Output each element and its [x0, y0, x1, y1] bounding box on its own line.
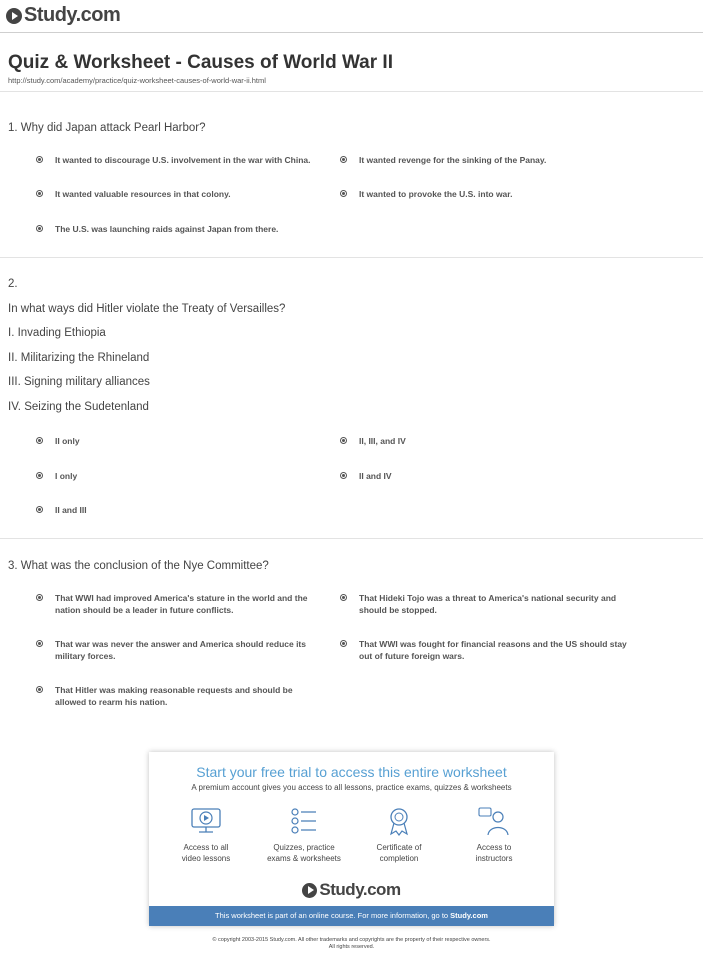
radio-icon[interactable]	[36, 190, 43, 197]
question-text: In what ways did Hitler violate the Treaty of Versailles?	[8, 302, 286, 315]
question-number: 2.	[8, 278, 18, 290]
feature-line: Access to all	[183, 843, 229, 852]
answer-label: I only	[55, 471, 78, 481]
answer-option[interactable]	[36, 638, 324, 662]
page-title: Quiz & Worksheet - Causes of World War II	[8, 52, 393, 73]
copyright-line: All rights reserved.	[328, 944, 375, 950]
answer-option[interactable]	[340, 592, 640, 616]
title-divider	[0, 91, 703, 92]
feature-instructors	[449, 806, 539, 864]
radio-icon[interactable]	[36, 640, 43, 647]
radio-icon[interactable]	[36, 437, 43, 444]
answer-label: It wanted to discourage U.S. involvement in the war with China.	[55, 155, 311, 165]
answer-label: That war was never the answer and America should reduce its military forces.	[55, 639, 306, 661]
question-item: I. Invading Ethiopia	[8, 327, 106, 339]
answer-label: II, III, and IV	[359, 436, 406, 446]
answer-option[interactable]	[36, 154, 316, 166]
feature-line: completion	[379, 854, 419, 863]
video-lesson-icon	[189, 806, 223, 836]
play-logo-icon	[302, 883, 317, 898]
radio-icon[interactable]	[340, 640, 347, 647]
question-1: 1. Why did Japan attack Pearl Harbor?	[8, 122, 206, 134]
radio-icon[interactable]	[340, 472, 347, 479]
promo-bar-text: This worksheet is part of an online course. For more information, go to	[215, 911, 451, 920]
copyright-line: © copyright 2003-2015 Study.com. All other trademarks and copyrights are the property of their respective owners.	[212, 937, 491, 943]
answer-option[interactable]	[36, 435, 236, 447]
answer-label: That Hitler was making reasonable requests and should be allowed to rearm his nation.	[55, 685, 293, 707]
promo-subheading: A premium account gives you access to all lessons, practice exams, quizzes & worksheets	[191, 783, 512, 792]
answer-option[interactable]	[340, 188, 640, 200]
play-logo-icon	[6, 8, 22, 24]
feature-line: Certificate of	[376, 843, 422, 852]
feature-quizzes	[259, 806, 349, 864]
question-3: 3. What was the conclusion of the Nye Committee?	[8, 560, 269, 572]
section-divider	[0, 538, 703, 539]
answer-option[interactable]	[36, 504, 236, 516]
free-trial-promo	[149, 752, 554, 926]
answer-option[interactable]	[36, 592, 324, 616]
answer-label: It wanted valuable resources in that colony.	[55, 189, 231, 199]
promo-logo[interactable]	[149, 880, 554, 900]
answer-label: The U.S. was launching raids against Japan from there.	[55, 224, 279, 234]
header-divider	[0, 32, 703, 33]
promo-bar-link[interactable]: Study.com	[450, 911, 488, 920]
answer-option[interactable]	[340, 435, 540, 447]
answer-label: It wanted revenge for the sinking of the Panay.	[359, 155, 547, 165]
feature-line: video lessons	[181, 854, 231, 863]
radio-icon[interactable]	[340, 594, 347, 601]
page-url: http://study.com/academy/practice/quiz-worksheet-causes-of-world-war-ii.html	[8, 76, 266, 85]
certificate-icon	[382, 806, 416, 836]
promo-info-bar	[149, 906, 554, 926]
section-divider	[0, 257, 703, 258]
radio-icon[interactable]	[340, 156, 347, 163]
radio-icon[interactable]	[340, 190, 347, 197]
answer-label: II and IV	[359, 471, 392, 481]
answer-label: That WWI was fought for financial reasons and the US should stay out of future foreign wars.	[359, 639, 627, 661]
question-item: II. Militarizing the Rhineland	[8, 351, 150, 364]
answer-label: That Hideki Tojo was a threat to America's national security and should be stopped.	[359, 593, 617, 615]
answer-option[interactable]	[340, 638, 630, 662]
answer-option[interactable]	[36, 223, 336, 235]
answer-option[interactable]	[340, 154, 640, 166]
answer-label: II and III	[55, 505, 87, 515]
feature-line: instructors	[475, 854, 513, 863]
logo-text: Study.com	[24, 4, 121, 26]
feature-video-lessons	[161, 806, 251, 864]
instructor-icon	[477, 806, 511, 836]
radio-icon[interactable]	[36, 594, 43, 601]
radio-icon[interactable]	[340, 437, 347, 444]
logo-text: Study.com	[319, 880, 401, 899]
question-item: IV. Seizing the Sudetenland	[8, 400, 149, 413]
feature-line: Quizzes, practice	[273, 843, 335, 852]
copyright	[0, 937, 703, 951]
study-logo[interactable]	[6, 4, 120, 27]
feature-certificate	[354, 806, 444, 864]
answer-label: It wanted to provoke the U.S. into war.	[359, 189, 513, 199]
radio-icon[interactable]	[36, 506, 43, 513]
feature-line: exams & worksheets	[267, 854, 341, 863]
quiz-list-icon	[287, 806, 321, 836]
promo-heading[interactable]: Start your free trial to access this entire worksheet	[196, 764, 507, 780]
answer-label: II only	[55, 436, 80, 446]
radio-icon[interactable]	[36, 156, 43, 163]
answer-label: That WWI had improved America's stature in the world and the nation should be a leader in future conflicts.	[55, 593, 308, 615]
question-item: III. Signing military alliances	[8, 376, 150, 388]
radio-icon[interactable]	[36, 472, 43, 479]
answer-option[interactable]	[36, 188, 316, 200]
answer-option[interactable]	[36, 684, 324, 708]
feature-line: Access to	[476, 843, 512, 852]
answer-option[interactable]	[340, 470, 540, 482]
answer-option[interactable]	[36, 470, 236, 482]
radio-icon[interactable]	[36, 686, 43, 693]
question-2	[8, 272, 285, 419]
radio-icon[interactable]	[36, 225, 43, 232]
